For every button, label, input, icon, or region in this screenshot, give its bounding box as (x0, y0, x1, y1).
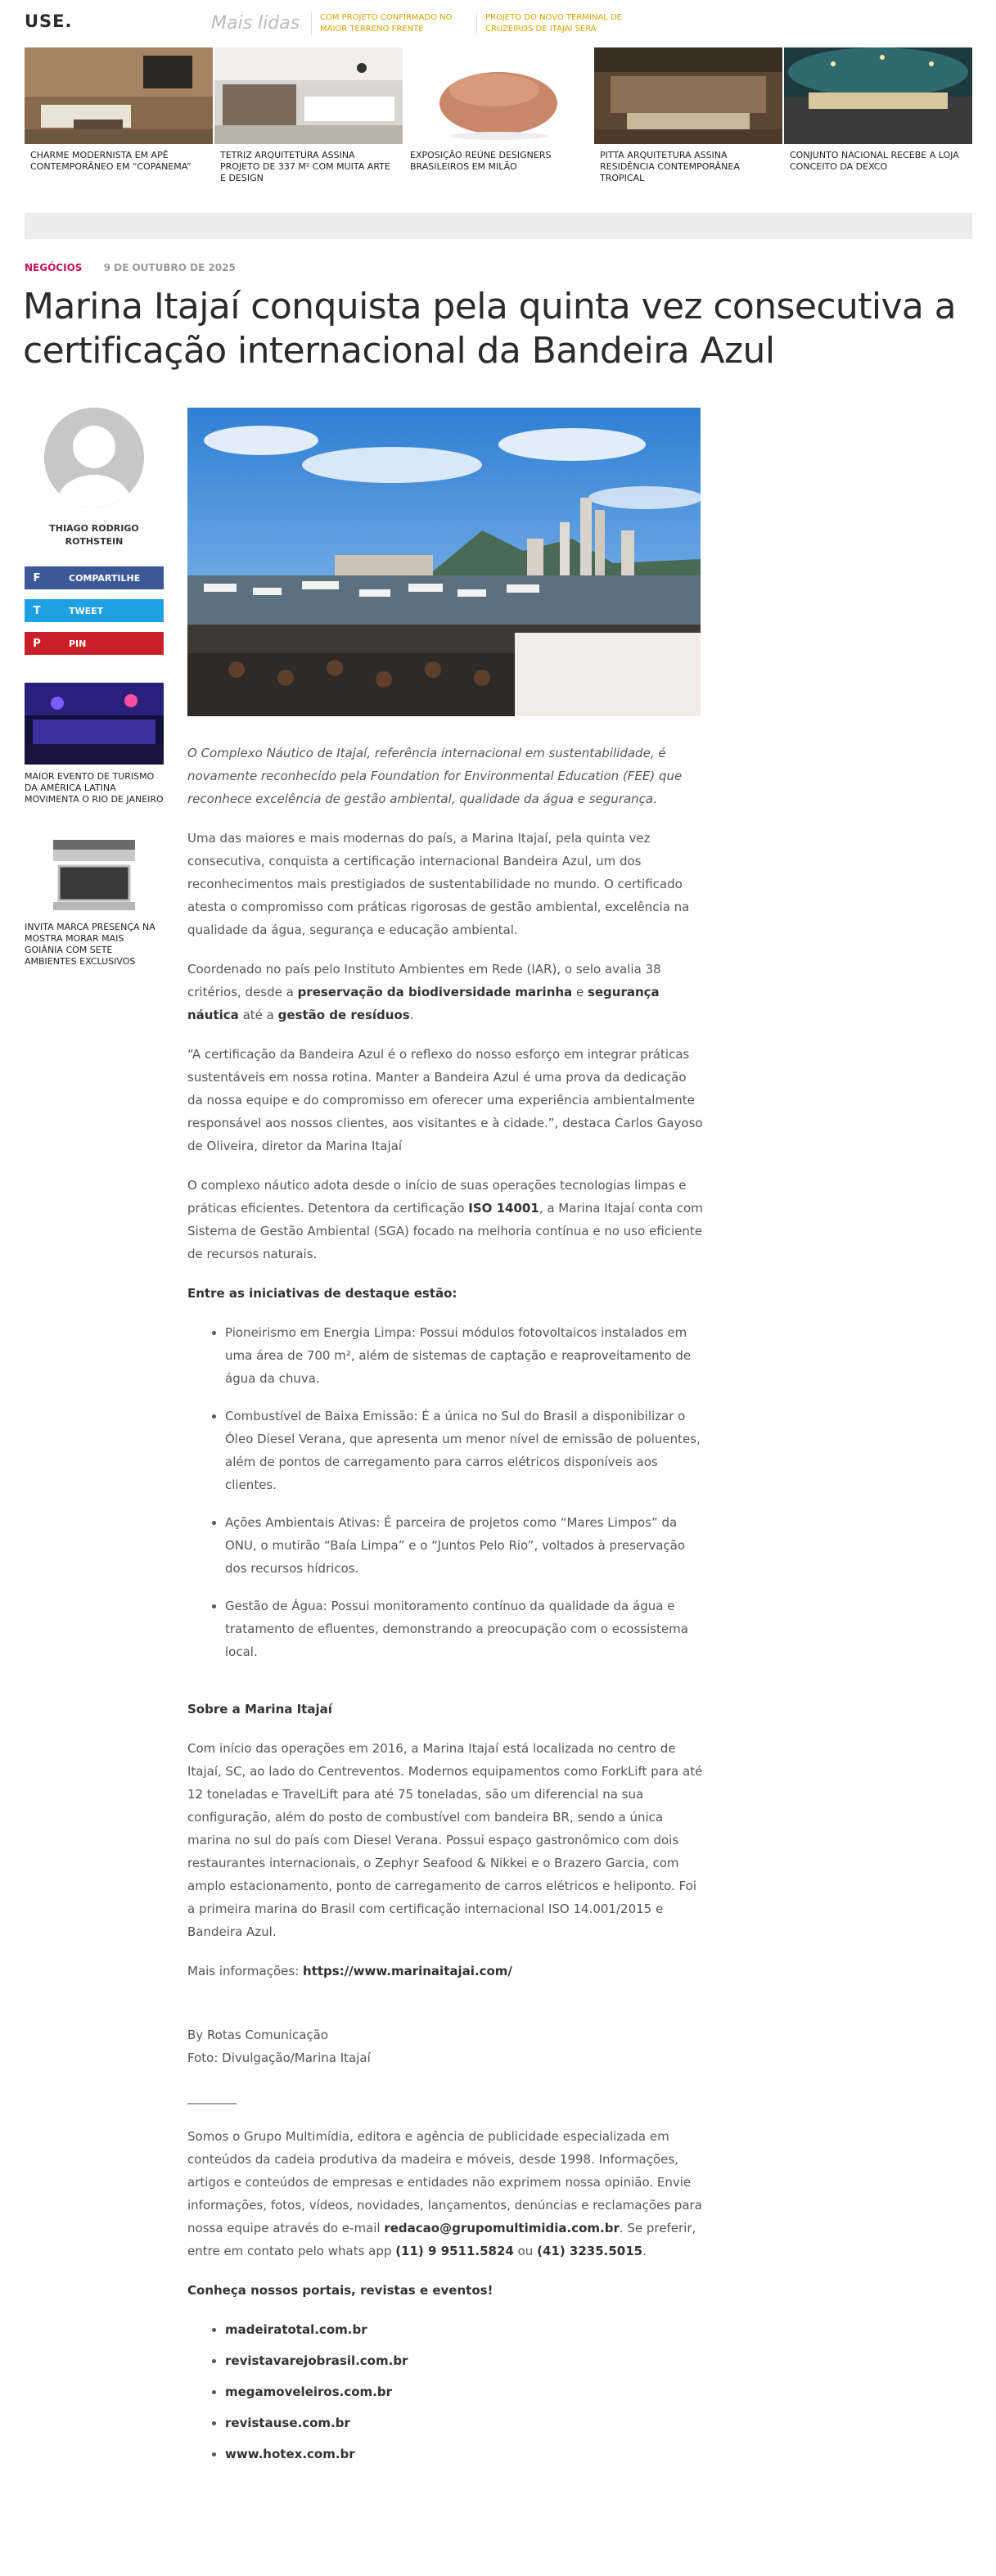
article-lead: O Complexo Náutico de Itajaí, referência internacional em sustentabilidade, é novamente reconhecido pela Foundation for Environmental Education (FEE) que reconhece excelência de gestão ambiental, qualidade da água e segurança. (187, 746, 683, 806)
pinterest-share-button[interactable] (25, 632, 164, 655)
list-item: • Combustível de Baixa Emissão: É a única no Sul do Brasil a disponibilizar o Óleo Diesel Verana, que apresenta um menor nível de emissão de poluentes, além de pontos de carregamento para carros elétricos disponíveis aos clientes. (225, 1405, 703, 1496)
bold-text: segurança náutica (187, 985, 660, 1022)
sidebar-promo[interactable] (25, 683, 164, 805)
promo-title: MAIOR EVENTO DE TURISMO DA AMÉRICA LATINA MOVIMENTA O RIO DE JANEIRO (25, 771, 164, 805)
most-read-link[interactable]: PROJETO DO NOVO TERMINAL DE CRUZEIROS DE ITAJAÍ SERÁ (476, 12, 632, 35)
list-item: • Ações Ambientais Ativas: É parceira de projetos como “Mares Limpos” da ONU, o mutirão “Baía Limpa” e o “Juntos Pelo Rio”, voltados à preservação dos recursos hídricos. (225, 1511, 703, 1580)
featured-card[interactable] (214, 47, 403, 193)
facebook-share-button[interactable] (25, 566, 164, 589)
portal-link-text[interactable]: revistause.com.br (225, 2416, 350, 2430)
initiatives-list (187, 1321, 703, 1663)
pinterest-icon: P (33, 637, 41, 650)
most-read-label: Mais lidas (211, 13, 300, 34)
featured-image (25, 47, 213, 144)
facebook-icon: F (33, 571, 41, 584)
twitter-icon: T (33, 604, 41, 617)
article-paragraph (187, 1174, 703, 1265)
list-item: • Gestão de Água: Possui monitoramento contínuo da qualidade da água e tratamento de efluentes, demonstrando a preocupação com o ecossistema local. (225, 1595, 703, 1663)
text-run: Coordenado no país pelo Instituto Ambientes em Rede (IAR), o selo avalia 38 critérios, desde a (187, 962, 661, 999)
sidebar-promo[interactable] (25, 833, 164, 968)
author-name[interactable]: THIAGO RODRIGO ROTHSTEIN (49, 523, 139, 547)
about-heading (187, 1698, 703, 1721)
portal-link[interactable] (225, 2349, 703, 2372)
article-paragraph (187, 958, 703, 1026)
text-run: . (409, 1008, 414, 1022)
featured-card[interactable] (404, 47, 593, 193)
separator: ________ (187, 2090, 237, 2105)
article-hero-image (187, 408, 701, 716)
portal-link[interactable] (225, 2380, 703, 2403)
featured-card[interactable] (784, 47, 972, 193)
text-run: Mais informações: (187, 1964, 304, 1978)
promo-image (25, 683, 164, 765)
text-run: , a Marina Itajaí conta com Sistema de Gestão Ambiental (SGA) focado na melhoria contínua e no uso eficiente de recursos naturais. (187, 1201, 703, 1261)
portal-link[interactable] (225, 2443, 703, 2465)
portals-heading (187, 2279, 703, 2302)
twitter-share-button[interactable] (25, 599, 164, 622)
portal-link[interactable] (225, 2318, 703, 2341)
article-paragraph: Uma das maiores e mais modernas do país, a Marina Itajaí, pela quinta vez consecutiva, conquista a certificação internacional Bandeira Azul, um dos reconhecimentos mais prestigiados de sustentabilidade no mundo. O certificado atesta o compromisso com práticas rigorosas de gestão ambiental, excelência na qualidade da água, segurança e educação ambiental. (187, 831, 690, 937)
phone-link[interactable]: (41) 3235.5015 (537, 2244, 643, 2258)
more-info (187, 1960, 703, 1983)
text-run: . (642, 2244, 647, 2258)
ad-banner-placeholder (25, 213, 972, 239)
more-info-link[interactable]: https://www.marinaitajai.com/ (303, 1964, 512, 1978)
about-paragraph: Com início das operações em 2016, a Marina Itajaí está localizada no centro de Itajaí, SC, ao lado do Centreventos. Modernos equipamentos como ForkLift para até 12 toneladas e TravelLift para até 75 toneladas, são um diferencial na sua configuração, além do posto de combustível com bandeira BR, sendo a única marina no sul do país com Diesel Verana. Possui espaço gastronômico com dois restaurantes internacionais, o Zephyr Seafood & Nikkei e o Brazero Garcia, com amplo estacionamento, ponto de carregamento de carros elétricos e heliponto. Foi a primeira marina do Brasil com certificação internacional ISO 14.001/2015 e Bandeira Azul. (187, 1741, 703, 1939)
featured-title: PITTA ARQUITETURA ASSINA RESIDÊNCIA CONTEMPORÂNEA TROPICAL (600, 150, 740, 183)
credit-photo: Foto: Divulgação/Marina Itajaí (187, 2050, 371, 2065)
share-label: PIN (69, 638, 87, 649)
bold-text: Entre as iniciativas de destaque estão: (187, 1286, 457, 1301)
portal-link-text[interactable]: www.hotex.com.br (225, 2447, 355, 2461)
credit-by: By Rotas Comunicação (187, 2028, 329, 2042)
bold-text: preservação da biodiversidade marinha (297, 985, 573, 999)
featured-title: CONJUNTO NACIONAL RECEBE A LOJA CONCEITO DA DEXCO (790, 150, 959, 172)
featured-title: TETRIZ ARQUITETURA ASSINA PROJETO DE 337 M² COM MUITA ARTE E DESIGN (220, 150, 390, 183)
site-header (0, 0, 996, 47)
text-run: ou (513, 2244, 538, 2258)
featured-strip (25, 47, 972, 193)
featured-title: EXPOSIÇÃO REÚNE DESIGNERS BRASILEIROS EM MILÃO (410, 150, 552, 172)
text-run: O complexo náutico adota desde o início de suas operações tecnologias limpas e práticas eficientes. Detentora da certificação (187, 1178, 687, 1216)
portals-list (187, 2318, 703, 2465)
portal-link-text[interactable]: megamoveleiros.com.br (225, 2384, 392, 2399)
featured-image (404, 47, 593, 144)
article-meta (25, 262, 236, 273)
article-title: Marina Itajaí conquista pela quinta vez consecutiva a certificação internacional da Bandeira Azul (23, 286, 957, 372)
article-body (187, 742, 703, 2482)
text-run: até a (238, 1008, 278, 1022)
bold-text: Sobre a Marina Itajaí (187, 1702, 332, 1717)
portal-link[interactable] (225, 2411, 703, 2434)
publish-date: 9 DE OUTUBRO DE 2025 (103, 262, 236, 273)
share-label: COMPARTILHE (69, 572, 141, 584)
bold-text: Conheça nossos portais, revistas e eventos! (187, 2283, 493, 2298)
featured-image (214, 47, 403, 144)
featured-title: CHARME MODERNISTA EM APÊ CONTEMPORÂNEO EM “COPANEMA” (30, 150, 192, 172)
bold-text: gestão de resíduos (277, 1008, 410, 1022)
initiatives-heading (187, 1282, 703, 1305)
most-read-link[interactable]: COM PROJETO CONFIRMADO NO MAIOR TERRENO FRENTE (311, 12, 466, 35)
list-item: • Pioneirismo em Energia Limpa: Possui módulos fotovoltaicos instalados em uma área de 700 m², além de sistemas de captação e reaproveitamento de água da chuva. (225, 1321, 703, 1390)
text-run: Somos o Grupo Multimídia, editora e agência de publicidade especializada em conteúdos da cadeia produtiva da madeira e móveis, desde 1998. Informações, artigos e conteúdos de empresas e entidades não exprimem nossa opinião. Envie informações, fotos, vídeos, novidades, lançamentos, denúncias e reclamações para nossa equipe através do e-mail (187, 2129, 702, 2235)
portal-link-text[interactable]: madeiratotal.com.br (225, 2322, 367, 2337)
share-label: TWEET (69, 605, 104, 616)
category-link[interactable]: NEGÓCIOS (25, 262, 83, 273)
site-logo[interactable]: USE. (25, 11, 73, 31)
group-paragraph (187, 2125, 703, 2262)
author-avatar (44, 408, 144, 508)
text-run: e (572, 985, 588, 999)
promo-image (25, 833, 164, 915)
phone-link[interactable]: (11) 9 9511.5824 (395, 2244, 514, 2258)
bold-text: ISO 14001 (468, 1201, 539, 1216)
featured-image (594, 47, 782, 144)
promo-title: INVITA MARCA PRESENÇA NA MOSTRA MORAR MAIS GOIÂNIA COM SETE AMBIENTES EXCLUSIVOS (25, 922, 155, 967)
featured-card[interactable] (594, 47, 782, 193)
email-link[interactable]: redacao@grupomultimidia.com.br (384, 2221, 620, 2235)
featured-card[interactable] (25, 47, 213, 193)
portal-link-text[interactable]: revistavarejobrasil.com.br (225, 2353, 408, 2368)
featured-image (784, 47, 972, 144)
text-run: . Se preferir, entre em contato pelo whats app (187, 2221, 696, 2258)
article-quote: “A certificação da Bandeira Azul é o reflexo do nosso esforço em integrar práticas sustentáveis em nossa rotina. Manter a Bandeira Azul é uma prova da dedicação da nossa equipe e do compromisso em oferecer uma experiência ambientalmente responsável aos nossos clientes, aos visitantes e à cidade.”, destaca Carlos Gayoso de Oliveira, diretor da Marina Itajaí (187, 1047, 703, 1153)
